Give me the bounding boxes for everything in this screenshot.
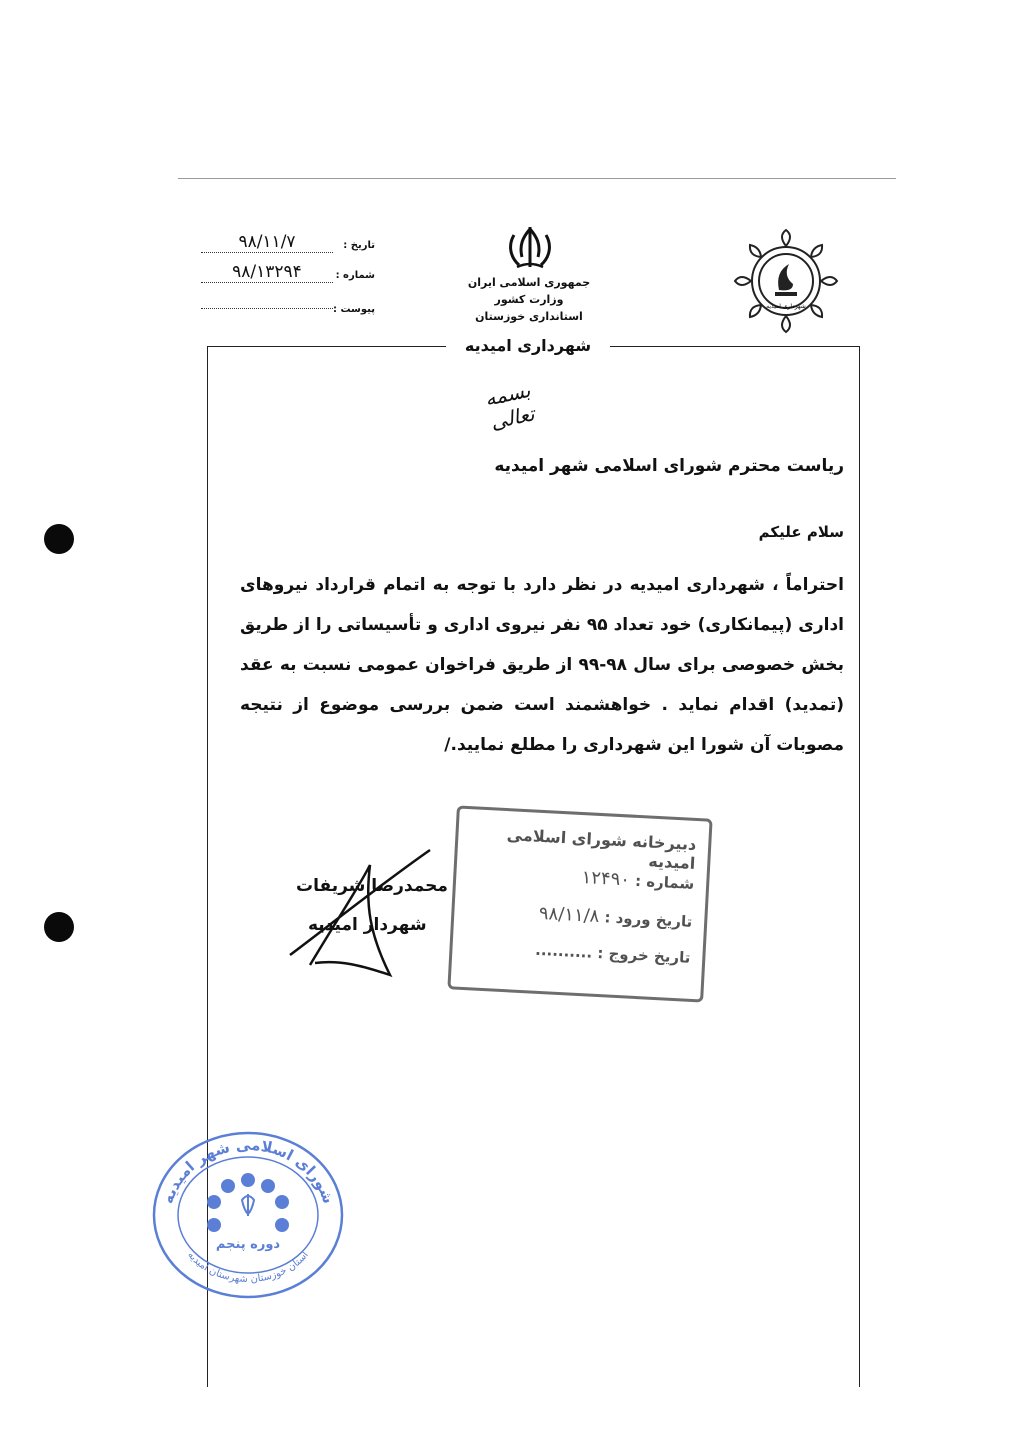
seal-emblem-icon xyxy=(242,1194,254,1216)
number-value: ۹۸/۱۳۲۹۴ xyxy=(201,262,333,283)
stamp-number-label: شماره : xyxy=(634,871,695,893)
signer-title: شهردار امیدیه xyxy=(308,915,427,935)
stamp-title: دبیرخانه شورای اسلامی امیدیه xyxy=(506,825,697,873)
seal-ring-text: شورای اسلامی شهر امیدیه xyxy=(158,1135,338,1206)
stamp-exit: تاریخ خروج : .......... xyxy=(534,940,691,967)
letter-body: احتراماً ، شهرداری امیدیه در نظر دارد با توجه به اتمام قرارداد نیروهای اداری (پیمانکاری) خود تعداد ۹۵ نفر نیروی اداری و تأسیساتی را از طریق بخش خصوصی برای سال ۹۸-۹۹ از طریق فراخوان عمومی نسبت به عقد (تمدید) اقدام نماید . خواهشمند است ضمن بررسی موضوع از نتیجه مصوبات آن شورا این شهرداری را مطلع نمایید./ xyxy=(240,575,844,755)
svg-text:استان خوزستان شهرستان امیدیه xyxy=(185,1250,311,1285)
meta-number xyxy=(200,262,375,286)
header-country: جمهوری اسلامی ایران xyxy=(467,276,591,289)
meta-date xyxy=(200,232,375,256)
attachment-value xyxy=(201,292,333,309)
attachment-label: پیوست : xyxy=(332,304,375,315)
stamp-number xyxy=(581,867,695,894)
header-province: استانداری خوزستان xyxy=(475,310,583,323)
seal-inner-text: دوره پنجم xyxy=(215,1237,281,1252)
punch-hole-top xyxy=(44,524,74,554)
seal-bottom-text: استان خوزستان شهرستان امیدیه xyxy=(185,1249,311,1286)
stamp-entry-label: تاریخ ورود : xyxy=(604,908,693,931)
header-rule xyxy=(178,178,896,179)
date-label: تاریخ : xyxy=(343,240,375,251)
meta-attachment xyxy=(200,292,375,316)
stamp-entry xyxy=(538,903,692,932)
number-label: شماره : xyxy=(335,270,375,281)
addressee: ریاست محترم شورای اسلامی شهر امیدیه xyxy=(494,456,844,476)
signer-name: محمدرضا شریفات xyxy=(296,876,448,896)
org-title: شهرداری امیدیه xyxy=(446,333,610,359)
stamp-entry-value: ۹۸/۱۱/۸ xyxy=(538,902,600,928)
received-stamp xyxy=(447,805,712,1002)
punch-hole-bottom xyxy=(44,912,74,942)
greeting: سلام علیکم xyxy=(758,523,844,541)
iran-emblem-icon xyxy=(505,225,555,271)
date-value: ۹۸/۱۱/۷ xyxy=(201,232,333,253)
invocation: بسمه تعالی xyxy=(482,377,537,435)
municipality-logo-caption: شهرداری امیدیه xyxy=(766,303,806,310)
municipality-logo-icon xyxy=(727,222,845,340)
handwritten-signature xyxy=(270,845,450,985)
stamp-number-value: ۱۲۴۹۰ xyxy=(581,867,631,891)
stamp-exit-label: تاریخ خروج : xyxy=(596,943,691,967)
council-seal-stamp xyxy=(150,1130,346,1300)
header-ministry: وزارت کشور xyxy=(494,293,564,306)
